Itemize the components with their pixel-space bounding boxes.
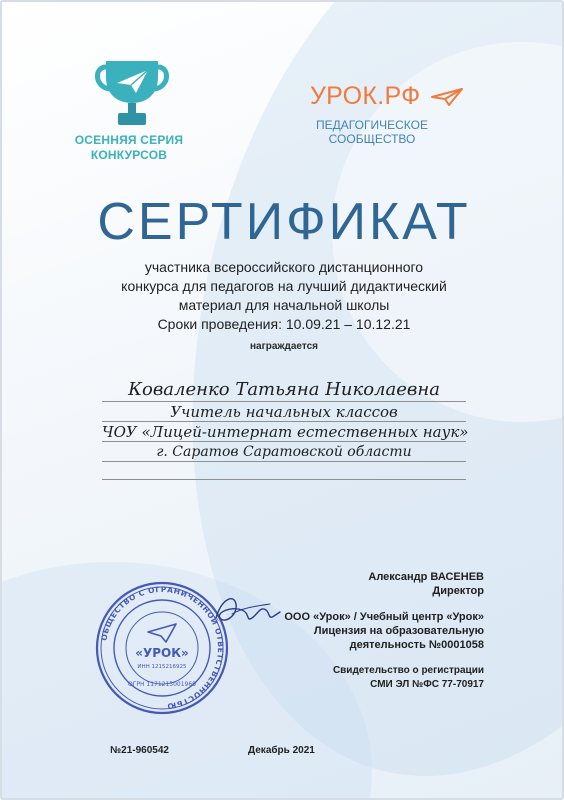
certificate-description <box>102 258 466 334</box>
registration-block <box>282 664 484 692</box>
paper-plane-icon <box>431 87 463 107</box>
signer-block <box>282 570 484 598</box>
registration-line: СМИ ЭЛ №ФС 77-70917 <box>370 679 484 690</box>
brand-subtitle-line: СООБЩЕСТВО <box>328 132 416 146</box>
brand-logo <box>310 82 470 112</box>
description-line: конкурса для педагогов на лучший дидактический <box>121 278 447 294</box>
description-dates: Сроки проведения: 10.09.21 – 10.12.21 <box>157 316 411 332</box>
certificate-number: №21-960542 <box>110 745 169 756</box>
certificate-title: СЕРТИФИКАТ <box>97 193 471 251</box>
stamp-inn: ИНН 1215216925 <box>137 664 187 670</box>
stamp-outer-text: ОБЩЕСТВО С ОГРАНИЧЕННОЙ ОТВЕТСТВЕННОСТЬЮ <box>99 584 226 711</box>
blank-line <box>102 462 466 480</box>
recipient-organization: ЧОУ «Лицей-интернат естественных наук» <box>102 423 469 441</box>
recipient-name: Коваленко Татьяна Николаевна <box>102 378 466 402</box>
certificate-date: Декабрь 2021 <box>248 745 315 756</box>
signer-title: Директор <box>432 585 484 597</box>
stamp-ogrn: ОГРН 1171215001969 <box>127 681 197 688</box>
series-title-line: КОНКУРСОВ <box>90 148 168 162</box>
license-line: Лицензия на образовательную <box>313 625 484 637</box>
organization-name: ООО «Урок» / Учебный центр «Урок» <box>284 611 484 623</box>
trophy-icon <box>92 57 172 129</box>
description-line: участника всероссийского дистанционного <box>144 259 424 275</box>
recipient-city: г. Саратов Саратовской области <box>102 442 466 462</box>
brand-subtitle-line: ПЕДАГОГИЧЕСКОЕ <box>316 118 428 132</box>
brand-name: УРОК.РФ <box>310 82 421 110</box>
organization-block <box>242 610 484 652</box>
description-line: материал для начальной школы <box>178 297 390 313</box>
registration-line: Свидетельство о регистрации <box>332 665 484 676</box>
official-stamp <box>94 580 230 716</box>
signer-name: Александр ВАСЕНЕВ <box>368 571 484 583</box>
license-line: деятельность №0001058 <box>349 639 484 651</box>
awarded-label: награждается <box>249 341 319 352</box>
stamp-center-text: «УРОК» <box>135 646 189 660</box>
brand-subtitle <box>302 118 442 146</box>
series-title-line: ОСЕННЯЯ СЕРИЯ <box>74 133 184 147</box>
series-title <box>54 133 204 163</box>
recipient-position: Учитель начальных классов <box>102 402 466 422</box>
